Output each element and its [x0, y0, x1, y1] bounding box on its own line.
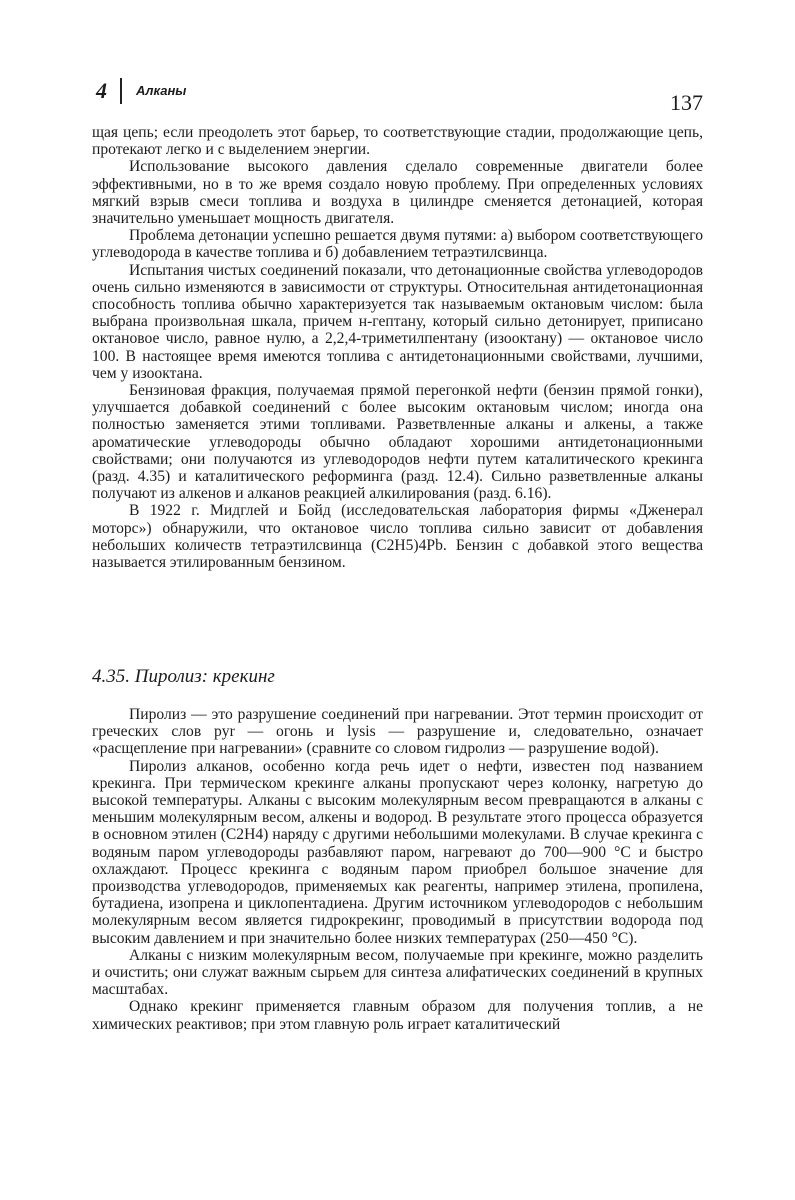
paragraph: Проблема детонации успешно решается двумя путями: а) выбором соответствующего углеводорода в качестве топлива и б) добавлением тетраэтилсвинца.: [92, 227, 703, 262]
paragraph: В 1922 г. Мидглей и Бойд (исследовательская лаборатория фирмы «Дженерал моторс») обнаружили, что октановое число топлива сильно зависит от добавления небольших количеств тетраэтилсвинца (C2H5)4Pb. Бензин с добавкой этого вещества называется этилированным бензином.: [92, 502, 703, 572]
paragraph: Алканы с низким молекулярным весом, получаемые при крекинге, можно разделить и очистить; они служат важным сырьем для синтеза алифатических соединений в крупных масштабах.: [92, 946, 703, 999]
paragraph: Однако крекинг применяется главным образом для получения топлив, а не химических реактивов; при этом главную роль играет каталитический: [92, 998, 703, 1033]
text-block-section: [92, 706, 703, 1033]
header-divider: [120, 78, 122, 104]
chapter-number: 4: [96, 78, 107, 103]
chapter-title: Алканы: [136, 83, 187, 98]
paragraph: Пиролиз алканов, особенно когда речь идет о нефти, известен под названием крекинга. При термическом крекинге алканы пропускают через колонку, нагретую до высокой температуры. Алканы с высоким молекулярным весом превращаются в алканы с меньшим молекулярным весом, алкены и водород. В результате этого процесса образуется в основном этилен (C2H4) наряду с другими небольшими молекулами. В случае крекинга с водяным паром углеводороды разбавляют паром, нагревают до 700—900 °C и быстро охлаждают. Процесс крекинга с водяным паром приобрел большое значение для производства углеводородов, применяемых как реагенты, например этилена, пропилена, бутадиена, изопрена и циклопентадиена. Другим источником углеводородов с небольшим молекулярным весом является гидрокрекинг, проводимый в присутствии водорода под высоким давлением и при значительно более низких температурах (250—450 °C).: [92, 757, 703, 947]
paragraph: Бензиновая фракция, получаемая прямой перегонкой нефти (бензин прямой гонки), улучшается добавкой соединений с более высоким октановым числом; иногда она полностью заменяется этими топливами. Разветвленные алканы и алкены, а также ароматические углеводороды обычно обладают хорошими антидетонационными свойствами; они получаются из углеводородов нефти путем каталитического крекинга (разд. 4.35) и каталитического реформинга (разд. 12.4). Сильно разветвленные алканы получают из алкенов и алканов реакцией алкилирования (разд. 6.16).: [92, 382, 703, 503]
paragraph: щая цепь; если преодолеть этот барьер, то соответствующие стадии, продолжающие цепь, протекают легко и с выделением энергии.: [92, 124, 703, 159]
text-block-top: [92, 124, 703, 571]
paragraph: Пиролиз — это разрушение соединений при нагревании. Этот термин происходит от греческих слов pyr — огонь и lysis — разрушение и, следовательно, означает «расщепление при нагревании» (сравните со словом гидролиз — разрушение водой).: [92, 706, 703, 758]
paragraph: Использование высокого давления сделало современные двигатели более эффективными, но в то же время создало новую проблему. При определенных условиях мягкий взрыв смеси топлива и воздуха в цилиндре сменяется детонацией, которая значительно уменьшает мощность двигателя.: [92, 158, 703, 228]
running-header: [96, 78, 703, 115]
section-heading: 4.35. Пиролиз: крекинг: [92, 666, 275, 687]
page-number: 137: [670, 90, 703, 115]
paragraph: Испытания чистых соединений показали, что детонационные свойства углеводородов очень сильно изменяются в зависимости от структуры. Относительная антидетонационная способность топлива обычно характеризуется так называемым октановым числом: была выбрана произвольная шкала, причем н-гептану, который сильно детонирует, приписано октановое число, равное нулю, а 2,2,4-триметилпентану (изооктану) — октановое число 100. В настоящее время имеются топлива с антидетонационными свойствами, лучшими, чем у изооктана.: [92, 261, 703, 382]
